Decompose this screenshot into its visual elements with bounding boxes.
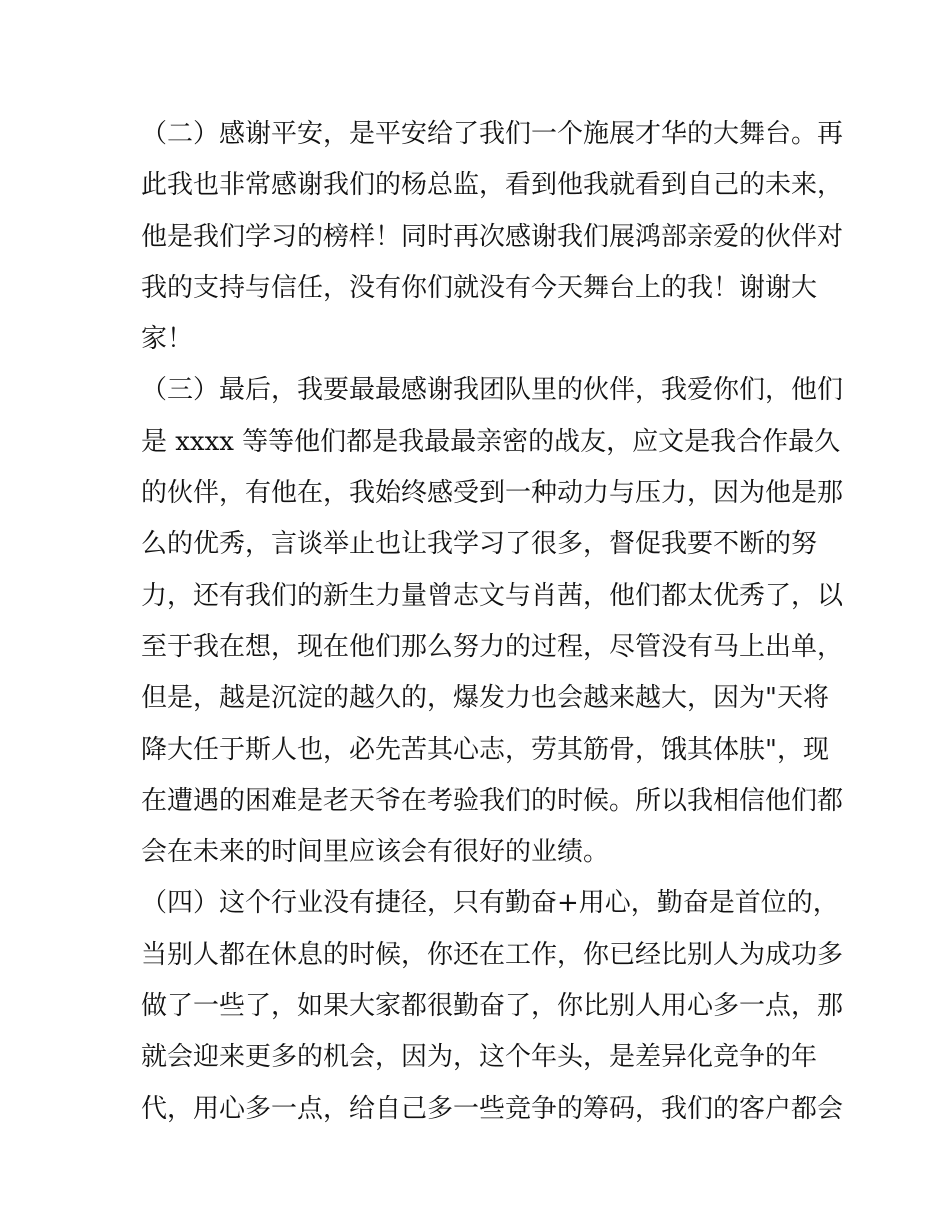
text-line: 家！ <box>141 324 194 355</box>
text-line: 做了一些了，如果大家都很勤奋了，你比别人用心多一点，那 <box>141 991 844 1022</box>
text-line: 降大任于斯人也，必先苦其心志，劳其筋骨，饿其体肤"，现 <box>141 734 829 765</box>
text-line: 当别人都在休息的时候，你还在工作，你已经比别人为成功多 <box>141 939 844 970</box>
text-line: 么的优秀，言谈举止也让我学习了很多，督促我要不断的努 <box>141 529 818 560</box>
text-line: 我的支持与信任，没有你们就没有今天舞台上的我！谢谢大 <box>141 272 818 303</box>
text-line: 会在未来的时间里应该会有很好的业绩。 <box>141 837 610 868</box>
text-line: 他是我们学习的榜样！同时再次感谢我们展鸿部亲爱的伙伴对 <box>141 221 844 252</box>
text-line: 但是，越是沉淀的越久的，爆发力也会越来越大，因为"天将 <box>141 683 829 714</box>
text-line: 在遭遇的困难是老天爷在考验我们的时候。所以我相信他们都 <box>141 785 844 816</box>
text-line: 代，用心多一点，给自己多一些竞争的筹码，我们的客户都会 <box>141 1093 844 1124</box>
text-line: 就会迎来更多的机会，因为，这个年头，是差异化竞争的年 <box>141 1042 818 1073</box>
text-line: 是 xxxx 等等他们都是我最最亲密的战友，应文是我合作最久 <box>141 426 841 457</box>
text-line: （三）最后，我要最最感谢我团队里的伙伴，我爱你们，他们 <box>141 375 844 406</box>
text-line: 至于我在想，现在他们那么努力的过程，尽管没有马上出单， <box>141 631 844 662</box>
text-line: （四）这个行业没有捷径，只有勤奋+用心，勤奋是首位的， <box>141 888 839 919</box>
text-line: （二）感谢平安，是平安给了我们一个施展才华的大舞台。再 <box>141 119 844 149</box>
document-body <box>141 109 844 1135</box>
text-line: 力，还有我们的新生力量曾志文与肖茜，他们都太优秀了，以 <box>141 580 844 611</box>
text-line: 的伙伴，有他在，我始终感受到一种动力与压力，因为他是那 <box>141 478 844 509</box>
text-line: 此我也非常感谢我们的杨总监，看到他我就看到自己的未来， <box>141 170 844 201</box>
